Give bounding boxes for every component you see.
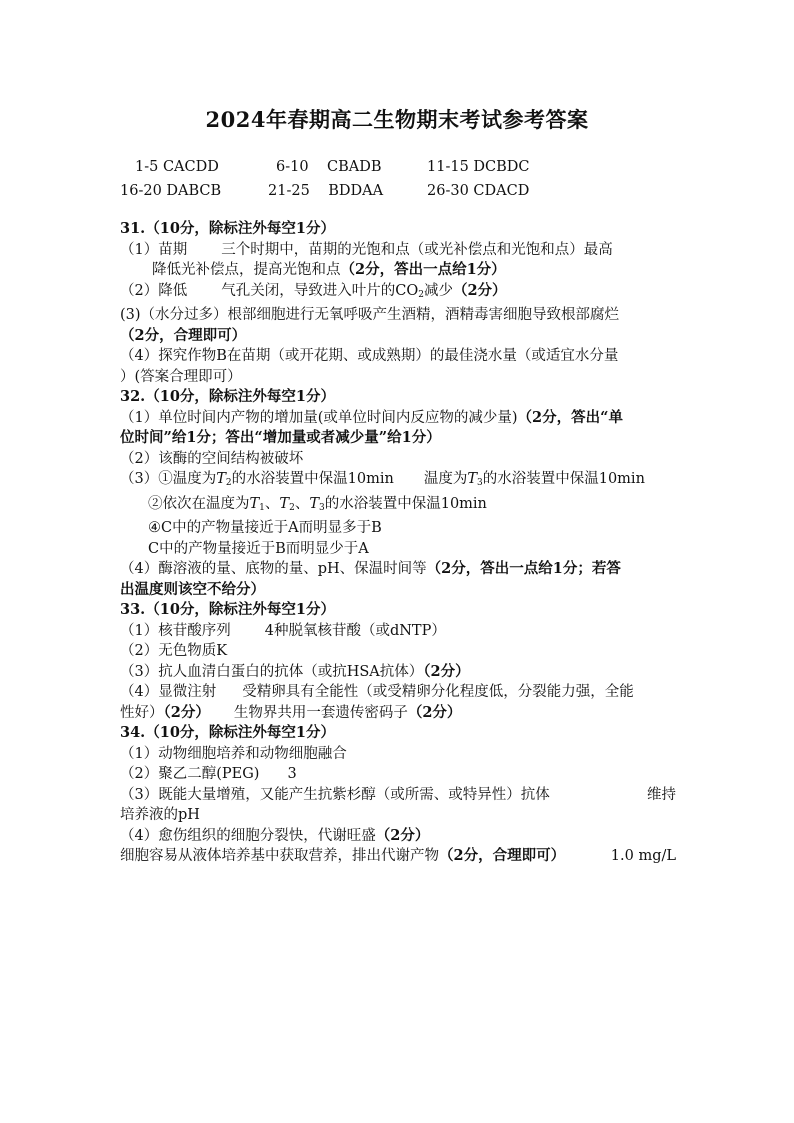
answer-line [120,240,676,261]
answer-text: 三个时期中，苗期的光饱和点（或光补偿点和光饱和点）最高 [221,241,613,258]
question-32-header: 32.（10分，除标注外每空1分） [120,388,335,405]
subscript: 2 [289,502,295,513]
question-34-header: 34.（10分，除标注外每空1分） [120,724,335,741]
answer-text: 、 [294,495,310,512]
score-note: （2分） [452,281,507,299]
score-note: （2分，答出一点给1分；若答 [426,560,621,577]
answer-group: 26-30 CDACD [427,183,530,199]
answer-group: 6-10 CBADB [276,159,382,175]
answer-text: 维持 [647,786,676,803]
answer-text: （1）核苷酸序列 [120,622,231,639]
answer-line [120,662,676,683]
answer-text: （4）愈伤组织的细胞分裂快，代谢旺盛 [120,827,376,844]
answer-line: （2）无色物质K [120,643,228,659]
answer-text: 3 [287,766,297,782]
answer-line: （4）探究作物B在苗期（或开花期、或成熟期）的最佳浇水量（或适宜水分量 [120,348,619,364]
answer-line: ）(答案合理即可） [120,368,242,385]
answer-text: （1）苗期 [120,241,188,258]
answer-text: （2）聚乙二醇(PEG) [120,766,260,782]
score-note: （2分） [375,826,430,844]
answer-line [120,764,676,785]
answer-text: （2）降低 [120,282,188,299]
answer-text: 受精卵具有全能性（或受精卵分化程度低，分裂能力强，全能 [242,684,634,700]
variable-t: T [279,495,290,512]
subscript: 2 [225,478,232,488]
answer-text: （1）单位时间内产物的增加量(或单位时间内反应物的减少量) [120,409,518,426]
answer-text: 温度为 [423,471,468,487]
answer-text: 4种脱氧核苷酸（或dNTP） [264,622,446,639]
answer-line: （1）动物细胞培养和动物细胞融合 [120,745,347,762]
answer-line [120,682,676,703]
question-31-header: 31.（10分，除标注外每空1分） [120,220,335,237]
answer-text: 的水浴装置中保温10min [324,495,487,512]
answer-text: （4）酶溶液的量、底物的量、pH、保温时间等 [120,561,427,577]
score-note: 位时间”给1分；答出“增加量或者减少量”给1分） [120,429,441,446]
score-note: （2分，答出“单 [517,408,623,426]
answer-line: ④C中的产物量接近于A而明显多于B [148,520,382,536]
answer-text: （4）显微注射 [120,684,217,700]
answer-line: (3)（水分过多）根部细胞进行无氧呼吸产生酒精，酒精毒害细胞导致根部腐烂 [120,307,620,323]
answer-line [120,494,676,519]
subscript: 1 [259,502,265,513]
answer-group: 16-20 DABCB [120,183,222,199]
answer-text: 的水浴装置中保温10min [231,471,394,487]
answer-line [120,559,676,580]
page-title: 2024年春期高二生物期末考试参考答案 [205,107,589,132]
answer-line [120,703,676,724]
answer-group: 11-15 DCBDC [427,159,530,175]
answer-text: 的水浴装置中保温10min [482,471,645,487]
score-note: （2分） [163,703,210,721]
score-note: （2分，合理即可） [439,847,566,864]
subscript: 3 [318,502,325,513]
score-note: （2分，合理即可） [120,326,247,344]
answer-text: 细胞容易从液体培养基中获取营养，排出代谢产物 [120,848,439,864]
answer-text: 气孔关闭，导致进入叶片的CO [221,282,419,299]
answer-text: 减少 [423,282,453,299]
answer-content [120,219,676,867]
answer-line: C中的产物量接近于B而明显少于A [148,540,369,557]
answer-line [120,826,676,847]
answer-text: 性好） [120,704,164,721]
subscript: 3 [477,478,483,488]
answer-text: ②依次在温度为 [148,495,250,512]
answer-line [120,469,676,494]
variable-t: T [249,495,260,512]
answer-line [120,281,676,306]
variable-t: T [309,495,319,512]
answer-line [120,260,676,281]
answer-line [120,621,676,642]
answer-text: 生物界共用一套遗传密码子 [233,704,408,721]
answer-line: 培养液的pH [120,807,200,823]
question-33-header: 33.（10分，除标注外每空1分） [120,601,335,618]
subscript: 2 [418,289,424,300]
answer-text: 降低光补偿点，提高光饱和点 [152,262,341,278]
answer-line [120,846,676,867]
answer-text: 、 [264,495,280,512]
answer-group: 1-5 CACDD [135,159,219,175]
answer-text: （3）抗人血清白蛋白的抗体（或抗HSA抗体） [120,663,424,680]
answer-text: （3）①温度为 [120,471,217,487]
score-note: （2分） [423,662,470,680]
variable-t: T [467,471,477,487]
score-note: （2分） [407,703,462,721]
answer-text: （3）既能大量增殖，又能产生抗紫杉醇（或所需、或特异性）抗体 [120,786,550,803]
score-note: 出温度则该空不给分） [120,580,265,598]
answer-line [120,408,676,429]
score-note: （2分，答出一点给1分） [340,261,506,278]
variable-t: T [216,471,226,487]
answer-line: （2）该酶的空间结构被破坏 [120,450,304,467]
answer-text: 1.0 mg/L [610,848,676,864]
answer-line [120,785,676,806]
answer-group: 21-25 BDDAA [268,183,384,199]
